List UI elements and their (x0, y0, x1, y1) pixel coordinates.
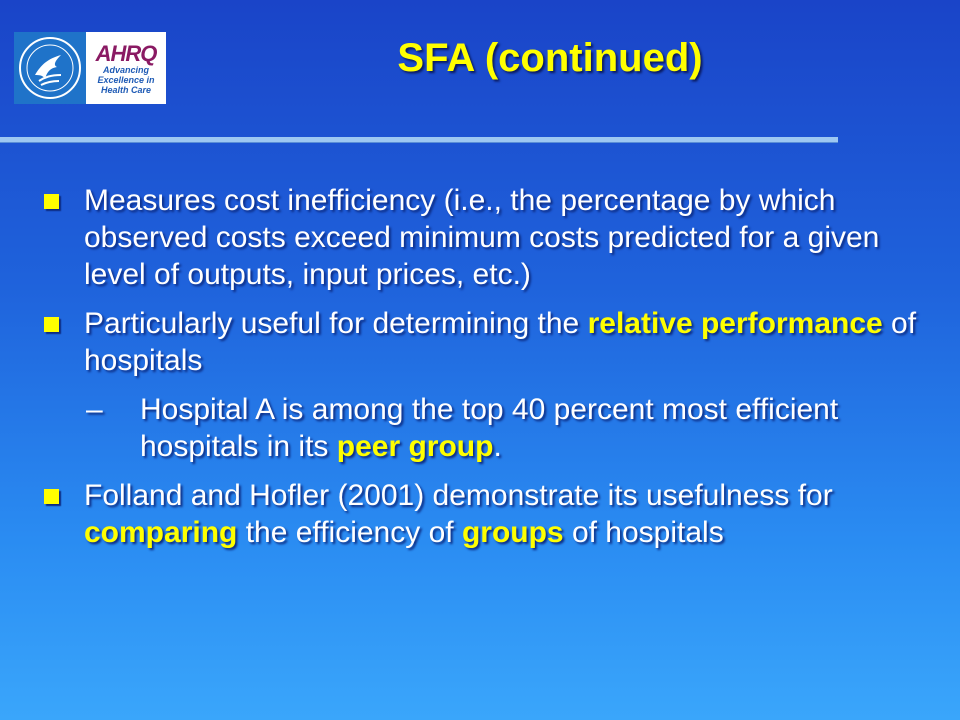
bullet-item (40, 182, 930, 293)
sub-bullet-text: Hospital A is among the top 40 percent most efficient hospitals in its (140, 393, 839, 463)
ahrq-tagline-line: Advancing (102, 65, 149, 75)
bullet-text: Folland and Hofler (2001) demonstrate its usefulness for (84, 479, 833, 512)
square-bullet-icon (44, 194, 59, 209)
highlight-text: relative performance (587, 307, 883, 340)
square-bullet-icon (44, 317, 59, 332)
bullet-item (40, 305, 930, 379)
ahrq-wordmark (86, 32, 166, 104)
square-bullet-icon (44, 489, 59, 504)
dash-bullet-icon: – (86, 393, 103, 426)
bullet-text: Particularly useful for determining the (84, 307, 588, 340)
sub-bullet-text: . (493, 430, 502, 463)
highlight-text: comparing (84, 516, 238, 549)
sub-bullet-item (40, 391, 930, 465)
hhs-ahrq-logo (14, 32, 166, 104)
bullet-text: of hospitals (84, 307, 917, 377)
ahrq-tagline-line: Excellence in (97, 75, 155, 85)
ahrq-tagline-line: Health Care (100, 85, 152, 95)
highlight-text: groups (461, 516, 564, 549)
bullet-text: of hospitals (563, 516, 724, 549)
highlight-text: peer group (336, 430, 494, 463)
slide-title: SFA (continued) (397, 36, 703, 80)
bullet-text: Measures cost inefficiency (i.e., the percentage by which observed costs exceed minimum costs predicted for a given level of outputs, input prices, etc.) (84, 184, 880, 291)
bullet-text: the efficiency of (237, 516, 462, 549)
hhs-eagle-seal-icon (14, 32, 86, 104)
ahrq-mark: AHRQ (95, 41, 157, 66)
title-divider (0, 137, 838, 143)
bullet-item (40, 477, 930, 551)
slide-body (40, 182, 930, 551)
